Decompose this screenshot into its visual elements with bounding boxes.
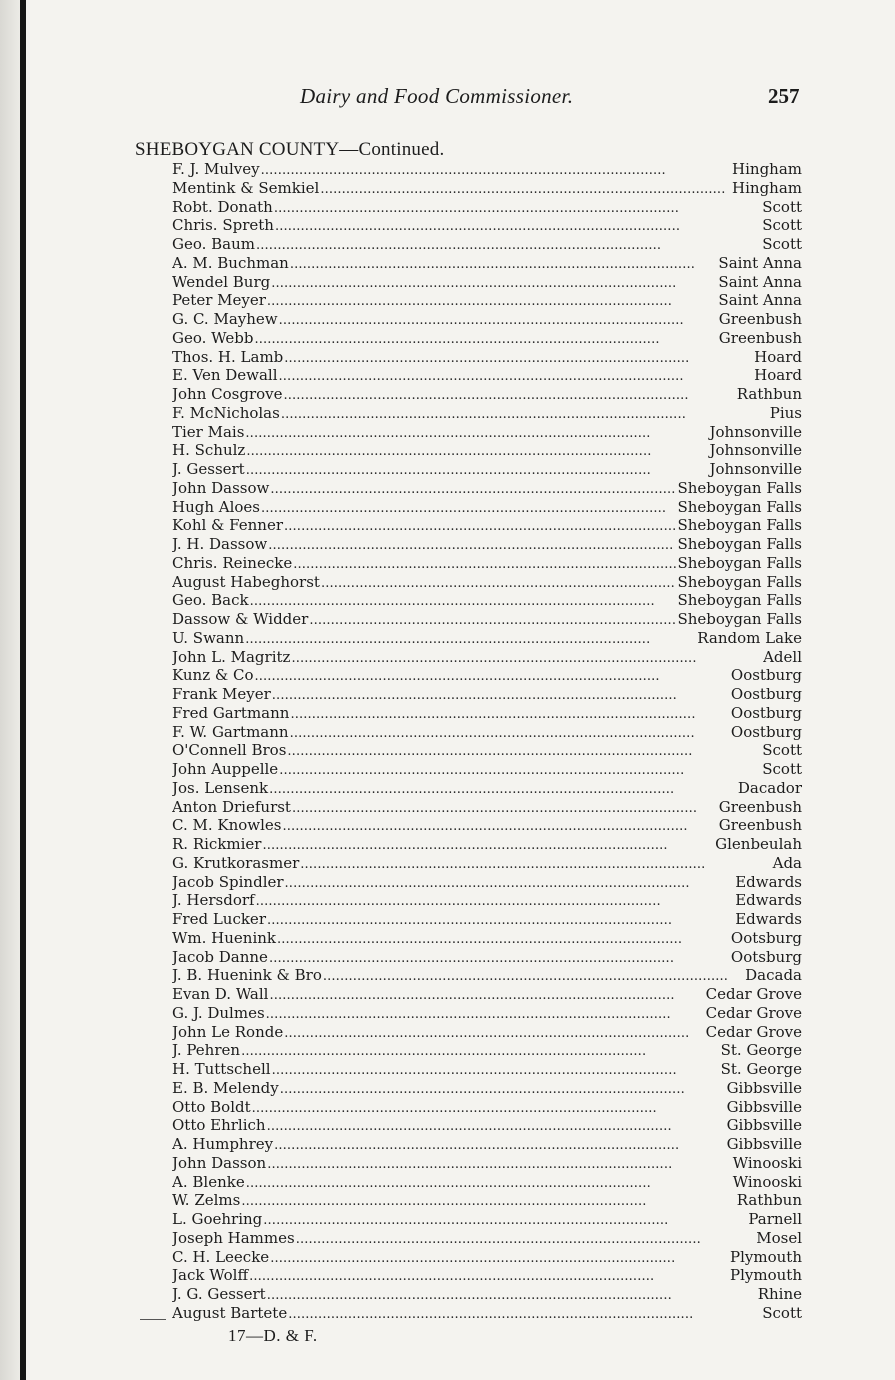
- dot-leader: [274, 1135, 725, 1154]
- list-item: [172, 404, 802, 423]
- dot-leader: [261, 498, 676, 517]
- dot-leader: [271, 273, 717, 292]
- entry-place: Scott: [762, 760, 802, 778]
- entry-name: A. Blenke: [172, 1172, 245, 1191]
- entry-place: Cedar Grove: [705, 1003, 802, 1022]
- dot-leader: [284, 1023, 704, 1042]
- entry-place: Gibbsville: [726, 1135, 802, 1153]
- dot-leader: [267, 1285, 757, 1304]
- list-item: [172, 329, 802, 348]
- entry-place: Oostburg: [730, 685, 802, 703]
- list-item: [172, 798, 802, 817]
- entry-name: F. J. Mulvey: [172, 160, 260, 178]
- entry-place: Saint Anna: [718, 291, 802, 310]
- list-item: [172, 723, 802, 742]
- list-item: [172, 929, 802, 948]
- entry-name: G. C. Mayhew: [172, 310, 278, 328]
- entry-name: F. W. Gartmann: [172, 722, 289, 741]
- dot-leader: [255, 666, 730, 685]
- entry-name: Thos. H. Lamb: [172, 347, 284, 366]
- entry-place: Oostburg: [730, 722, 802, 741]
- list-item: [172, 1098, 802, 1117]
- dot-leader: [284, 348, 753, 367]
- list-item: [172, 291, 802, 310]
- dot-leader: [256, 891, 735, 910]
- entry-name: Geo. Back: [172, 591, 249, 610]
- entry-place: Ada: [772, 853, 802, 872]
- entry-place: Rathbun: [736, 385, 802, 403]
- list-item: [172, 816, 802, 835]
- entry-name: John Dasson: [172, 1153, 267, 1172]
- entry-place: Saint Anna: [718, 272, 802, 291]
- entry-place: Edwards: [735, 910, 802, 928]
- dot-leader: [269, 985, 704, 1004]
- dot-leader: [267, 910, 734, 929]
- entry-place: Winooski: [732, 1153, 802, 1172]
- list-item: [172, 891, 802, 910]
- list-item: [172, 760, 802, 779]
- dot-leader: [261, 160, 731, 179]
- list-item: [172, 1060, 802, 1079]
- entry-name: Jack Wolff: [172, 1266, 249, 1285]
- list-item: [172, 573, 802, 592]
- entry-place: Johnsonville: [709, 422, 802, 441]
- dot-leader: [293, 554, 676, 573]
- list-item: [172, 1173, 802, 1192]
- entry-place: Johnsonville: [709, 460, 802, 478]
- entry-place: Saint Anna: [718, 253, 802, 272]
- list-item: [172, 366, 802, 385]
- dot-leader: [274, 198, 761, 217]
- entry-place: Gibbsville: [726, 1078, 802, 1097]
- entry-name: H. Schulz: [172, 441, 246, 460]
- dot-leader: [246, 1173, 732, 1192]
- list-item: [172, 1023, 802, 1042]
- entry-name: Jos. Lensenk: [172, 778, 269, 797]
- entry-name: R. Rickmier: [172, 835, 262, 853]
- list-item: [172, 666, 802, 685]
- entry-name: E. B. Melendy: [172, 1078, 279, 1097]
- entry-place: Oostburg: [730, 703, 802, 722]
- entry-place: Mosel: [756, 1228, 802, 1247]
- entry-place: Pius: [769, 403, 802, 422]
- list-item: [172, 179, 802, 198]
- entry-name: A. M. Buchman: [172, 253, 289, 272]
- entry-place: Johnsonville: [709, 441, 802, 460]
- list-item: [172, 535, 802, 554]
- entry-place: Winooski: [732, 1172, 802, 1191]
- list-item: [172, 966, 802, 985]
- entry-name: August Bartete: [172, 1303, 288, 1322]
- entry-name: John Auppelle: [172, 760, 279, 778]
- dot-leader: [279, 760, 761, 779]
- entry-name: J. Gessert: [172, 460, 245, 478]
- entry-name: Fred Lucker: [172, 910, 266, 928]
- entry-place: Greenbush: [718, 310, 802, 328]
- list-item: [172, 629, 802, 648]
- list-item: [172, 779, 802, 798]
- entry-name: Otto Ehrlich: [172, 1116, 266, 1135]
- dot-leader: [262, 835, 714, 854]
- dot-leader: [323, 966, 744, 985]
- list-item: [172, 554, 802, 573]
- dot-leader: [252, 1098, 726, 1117]
- entry-place: Scott: [762, 197, 802, 216]
- dot-leader: [321, 573, 677, 592]
- list-item: [172, 273, 802, 292]
- entry-name: August Habeghorst: [172, 572, 320, 591]
- entry-place: Glenbeulah: [715, 835, 802, 853]
- list-item: [172, 854, 802, 873]
- entry-place: Scott: [762, 1303, 802, 1322]
- list-item: [172, 985, 802, 1004]
- list-item: [172, 910, 802, 929]
- list-item: [172, 348, 802, 367]
- entry-name: G. Krutkorasmer: [172, 853, 300, 872]
- entry-name: Hugh Aloes: [172, 497, 261, 516]
- list-item: [172, 1004, 802, 1023]
- entry-place: Cedar Grove: [705, 1022, 802, 1041]
- entry-name: U. Swann: [172, 628, 245, 647]
- list-item: [172, 498, 802, 517]
- entry-name: J. Hersdorf: [172, 891, 255, 910]
- entry-place: Hoard: [754, 366, 802, 385]
- entry-name: Robt. Donath: [172, 197, 273, 216]
- entry-name: Kunz & Co: [172, 666, 254, 685]
- list-item: [172, 1135, 802, 1154]
- entry-place: Scott: [762, 741, 802, 760]
- entry-place: Hingham: [732, 160, 802, 178]
- dot-leader: [290, 254, 718, 273]
- list-item: [172, 1285, 802, 1304]
- entry-name: Fred Gartmann: [172, 703, 290, 722]
- entry-name: John L. Magritz: [172, 647, 291, 666]
- dot-leader: [270, 479, 676, 498]
- entry-name: J. B. Huenink & Bro: [172, 966, 322, 985]
- section-heading: SHEBOYGAN COUNTY—Continued.: [135, 139, 445, 160]
- entry-place: Sheboygan Falls: [677, 497, 802, 516]
- entry-place: Sheboygan Falls: [677, 591, 802, 610]
- dot-leader: [267, 1116, 726, 1135]
- dot-leader: [269, 948, 730, 967]
- list-item: [172, 460, 802, 479]
- entry-name: Chris. Reinecke: [172, 553, 293, 572]
- entry-place: Greenbush: [718, 797, 802, 816]
- entry-name: O'Connell Bros: [172, 741, 287, 760]
- entry-place: Ootsburg: [730, 947, 802, 966]
- list-item: [172, 1079, 802, 1098]
- entry-place: Sheboygan Falls: [677, 516, 802, 535]
- entry-name: H. Tuttschell: [172, 1060, 271, 1078]
- entry-name: Kohl & Fenner: [172, 516, 284, 535]
- entry-place: Gibbsville: [726, 1097, 802, 1116]
- entry-name: Wendel Burg: [172, 272, 271, 291]
- entry-name: A. Humphrey: [172, 1135, 274, 1153]
- list-item: [172, 610, 802, 629]
- dot-leader: [284, 385, 736, 404]
- dot-leader: [300, 854, 771, 873]
- list-item: [172, 441, 802, 460]
- dot-leader: [296, 1229, 756, 1248]
- entry-place: St. George: [720, 1060, 802, 1078]
- license-list: [172, 160, 802, 1323]
- entry-name: John Le Ronde: [172, 1022, 284, 1041]
- entry-place: Sheboygan Falls: [677, 553, 802, 572]
- entry-name: J. Pehren: [172, 1041, 241, 1060]
- entry-place: Scott: [762, 235, 802, 253]
- entry-name: Dassow & Widder: [172, 610, 309, 628]
- dot-leader: [256, 235, 761, 254]
- dot-leader: [270, 1248, 729, 1267]
- list-item: [172, 873, 802, 892]
- entry-name: Geo. Webb: [172, 328, 254, 347]
- entry-name: Jacob Danne: [172, 947, 268, 966]
- dot-leader: [279, 310, 718, 329]
- running-title: Dairy and Food Commissioner.: [300, 84, 574, 108]
- dot-leader: [284, 516, 676, 535]
- entry-place: Cedar Grove: [705, 985, 802, 1003]
- signature-mark: 17—D. & F.: [228, 1326, 318, 1345]
- dot-leader: [267, 291, 718, 310]
- dot-leader: [288, 1304, 761, 1323]
- list-item: [172, 648, 802, 667]
- dot-leader: [267, 1154, 732, 1173]
- dot-leader: [241, 1191, 735, 1210]
- list-item: [172, 235, 802, 254]
- entry-place: Dacada: [745, 966, 802, 985]
- dot-leader: [272, 1060, 720, 1079]
- entry-place: Rathbun: [736, 1191, 802, 1210]
- list-item: [172, 310, 802, 329]
- list-item: [172, 1304, 802, 1323]
- entry-place: Rhine: [757, 1285, 802, 1303]
- dot-leader: [281, 404, 769, 423]
- list-item: [172, 741, 802, 760]
- list-item: [172, 1266, 802, 1285]
- dot-leader: [280, 1079, 726, 1098]
- dot-leader: [241, 1041, 720, 1060]
- entry-place: Greenbush: [718, 816, 802, 835]
- list-item: [172, 948, 802, 967]
- dot-leader: [290, 723, 730, 742]
- entry-place: Ootsburg: [730, 928, 802, 947]
- entry-name: Joseph Hammes: [172, 1228, 295, 1247]
- dot-leader: [250, 591, 677, 610]
- dot-leader: [268, 535, 676, 554]
- entry-name: Anton Driefurst: [172, 797, 291, 816]
- list-item: [172, 198, 802, 217]
- dot-leader: [246, 460, 709, 479]
- dot-leader: [290, 704, 729, 723]
- entry-place: Parnell: [748, 1210, 802, 1228]
- dot-leader: [246, 441, 708, 460]
- entry-name: J. H. Dassow: [172, 535, 268, 553]
- list-item: [172, 385, 802, 404]
- entry-place: Sheboygan Falls: [677, 572, 802, 591]
- entry-name: F. McNicholas: [172, 403, 280, 422]
- margin-mark: [140, 1319, 166, 1320]
- list-item: [172, 423, 802, 442]
- entry-name: Jacob Spindler: [172, 872, 284, 891]
- entry-place: Dacador: [737, 778, 802, 797]
- entry-place: Scott: [762, 216, 802, 235]
- entry-name: Evan D. Wall: [172, 985, 269, 1003]
- entry-place: Sheboygan Falls: [677, 478, 802, 497]
- list-item: [172, 704, 802, 723]
- list-item: [172, 516, 802, 535]
- list-item: [172, 216, 802, 235]
- entry-name: E. Ven Dewall: [172, 366, 278, 385]
- dot-leader: [263, 1210, 747, 1229]
- entry-place: Hingham: [732, 178, 802, 197]
- entry-place: Plymouth: [730, 1266, 802, 1285]
- list-item: [172, 591, 802, 610]
- dot-leader: [275, 216, 761, 235]
- entry-name: Chris. Spreth: [172, 216, 274, 235]
- dot-leader: [291, 648, 762, 667]
- list-item: [172, 1041, 802, 1060]
- dot-leader: [320, 179, 731, 198]
- entry-name: Mentink & Semkiel: [172, 178, 320, 197]
- entry-place: Sheboygan Falls: [677, 610, 802, 628]
- entry-place: Edwards: [735, 891, 802, 910]
- binding-shadow: [0, 0, 20, 1380]
- list-item: [172, 254, 802, 273]
- entry-name: Wm. Huenink: [172, 928, 277, 947]
- entry-name: C. M. Knowles: [172, 816, 282, 835]
- entry-place: Plymouth: [730, 1247, 802, 1266]
- entry-name: John Cosgrove: [172, 385, 283, 403]
- dot-leader: [245, 629, 696, 648]
- entry-place: Adell: [763, 647, 802, 666]
- entry-place: Gibbsville: [726, 1116, 802, 1135]
- dot-leader: [309, 610, 676, 629]
- dot-leader: [282, 816, 717, 835]
- dot-leader: [287, 741, 761, 760]
- entry-name: L. Goehring: [172, 1210, 263, 1228]
- list-item: [172, 1154, 802, 1173]
- dot-leader: [292, 798, 718, 817]
- dot-leader: [254, 329, 717, 348]
- dot-leader: [266, 1004, 705, 1023]
- entry-name: G. J. Dulmes: [172, 1003, 265, 1022]
- list-item: [172, 685, 802, 704]
- entry-name: C. H. Leecke: [172, 1247, 270, 1266]
- entry-name: Geo. Baum: [172, 235, 256, 253]
- entry-name: John Dassow: [172, 478, 270, 497]
- dot-leader: [272, 685, 730, 704]
- entry-place: Greenbush: [718, 328, 802, 347]
- page-number: 257: [768, 84, 800, 108]
- list-item: [172, 1248, 802, 1267]
- entry-place: Random Lake: [697, 628, 802, 647]
- entry-name: Tier Mais: [172, 422, 245, 441]
- entry-place: Sheboygan Falls: [677, 535, 802, 553]
- dot-leader: [279, 366, 754, 385]
- entry-name: J. G. Gessert: [172, 1285, 266, 1303]
- list-item: [172, 1116, 802, 1135]
- list-item: [172, 479, 802, 498]
- list-item: [172, 835, 802, 854]
- entry-name: W. Zelms: [172, 1191, 241, 1210]
- entry-name: Otto Boldt: [172, 1097, 251, 1116]
- dot-leader: [245, 423, 708, 442]
- entry-place: Hoard: [754, 347, 802, 366]
- entry-name: Peter Meyer: [172, 291, 266, 310]
- list-item: [172, 1191, 802, 1210]
- dot-leader: [277, 929, 730, 948]
- dot-leader: [269, 779, 737, 798]
- dot-leader: [249, 1266, 729, 1285]
- binding-edge: [20, 0, 26, 1380]
- entry-place: Oostburg: [730, 666, 802, 685]
- list-item: [172, 1229, 802, 1248]
- entry-place: St. George: [720, 1041, 802, 1060]
- list-item: [172, 160, 802, 179]
- entry-name: Frank Meyer: [172, 685, 271, 703]
- entry-place: Edwards: [735, 872, 802, 891]
- list-item: [172, 1210, 802, 1229]
- dot-leader: [285, 873, 735, 892]
